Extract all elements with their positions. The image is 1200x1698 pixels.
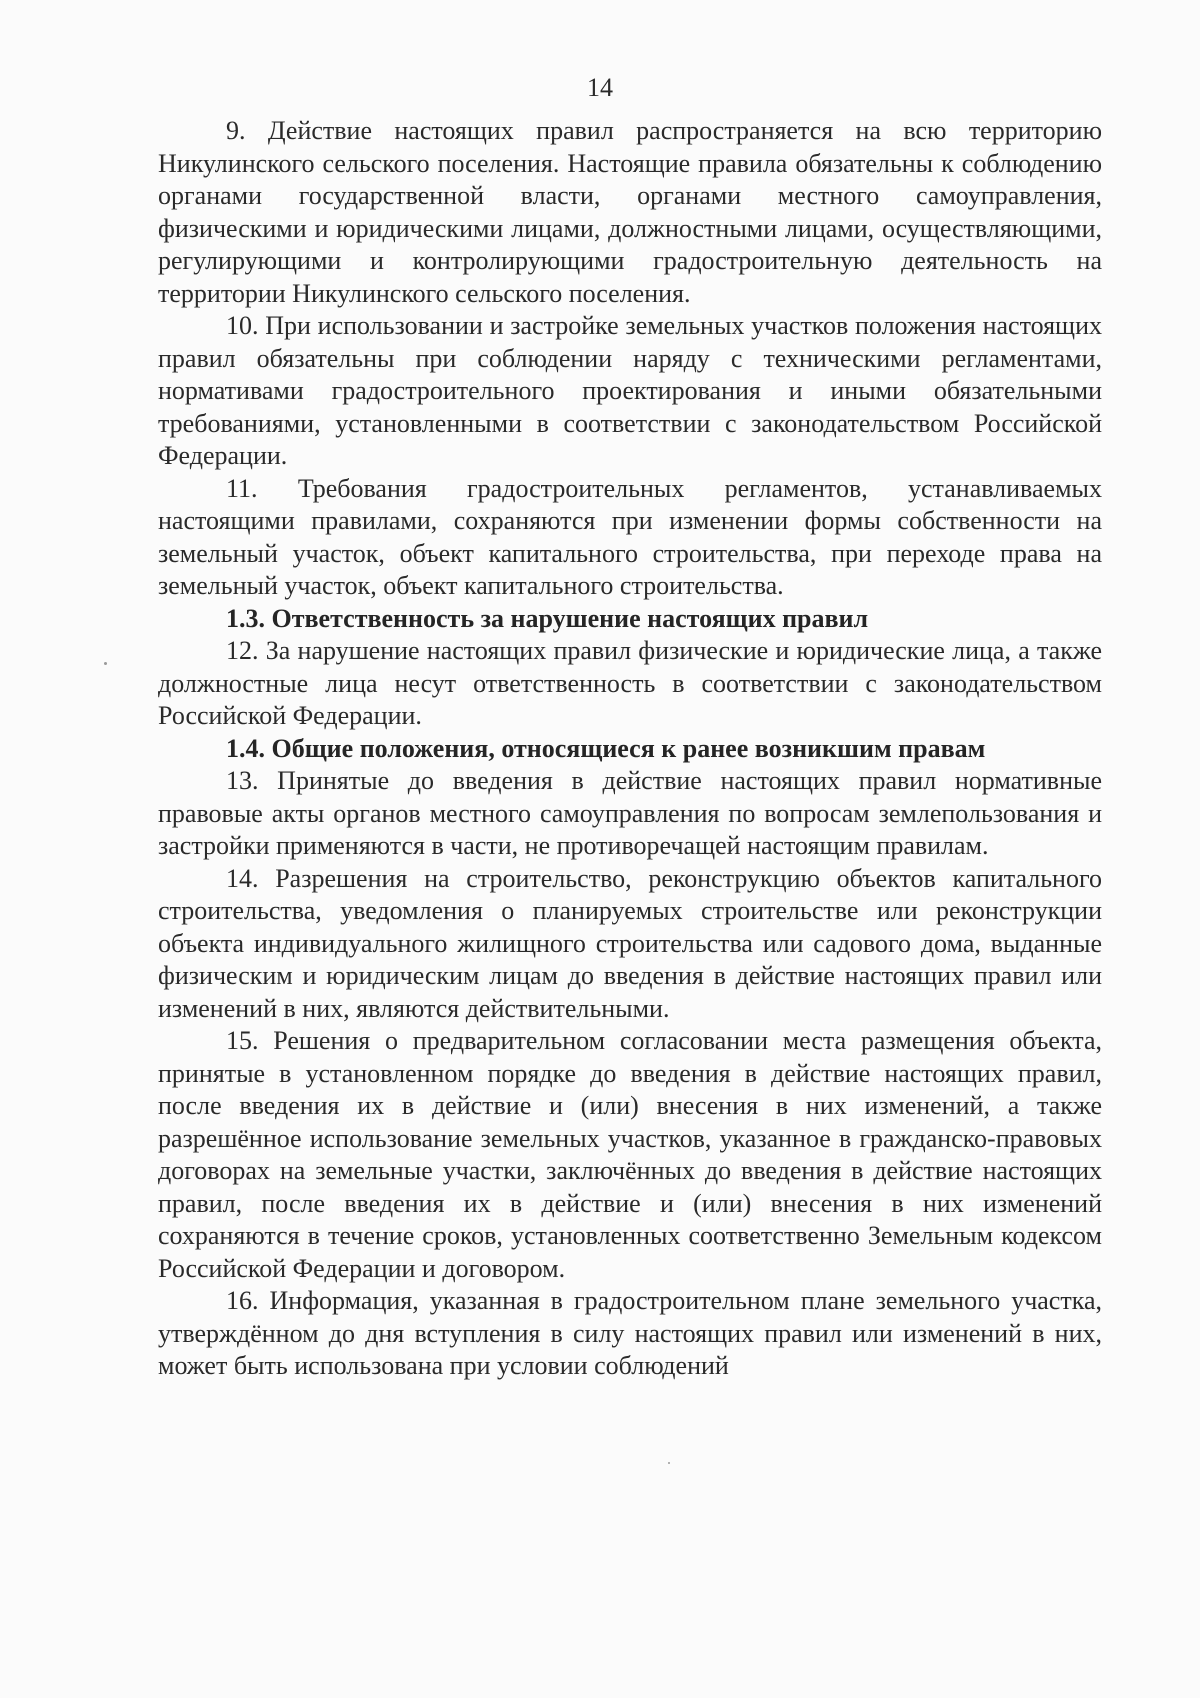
document-body (158, 115, 1102, 1383)
paragraph-14: 14. Разрешения на строительство, реконструкцию объектов капитального строительства, уведомления о планируемых строительстве или реконструкции объекта индивидуального жилищного строительства или садового дома, выданные физическим и юридическим лицам до введения в действие настоящих правил или изменений в них, являются действительными. (158, 863, 1102, 1023)
page-number: 14 (587, 73, 613, 102)
paragraph-15: 15. Решения о предварительном согласовании места размещения объекта, принятые в установленном порядке до введения в действие настоящих правил, после введения их в действие и (или) внесения в них изменений, а также разрешённое использование земельных участков, указанное в гражданско-правовых договорах на земельные участки, заключённых до введения в действие настоящих правил, после введения их в действие и (или) внесения в них изменений сохраняются в течение сроков, установленных соответственно Земельным кодексом Российской Федерации и договором. (158, 1026, 1102, 1283)
scan-speck-bottom (668, 1462, 670, 1464)
section-heading-1-3: 1.3. Ответственность за нарушение настоящих правил (226, 603, 869, 633)
paragraph-12: 12. За нарушение настоящих правил физические и юридические лица, а также должностные лица несут ответственность в соответствии с законодательством Российской Федерации. (158, 636, 1102, 730)
paragraph-11: 11. Требования градостроительных регламентов, устанавливаемых настоящими правилами, сохраняются при изменении формы собственности на земельный участок, объект капитального строительства, при переходе права на земельный участок, объект капитального строительства. (158, 473, 1102, 600)
paragraph-16: 16. Информация, указанная в градостроительном плане земельного участка, утверждённом до дня вступления в силу настоящих правил или изменений в них, может быть использована при условии соблюдений (158, 1286, 1102, 1380)
scan-speck-left (104, 662, 107, 665)
paragraph-9: 9. Действие настоящих правил распространяется на всю территорию Никулинского сельского поселения. Настоящие правила обязательны к соблюдению органами государственной власти, органами местного самоуправления, физическими и юридическими лицами, должностными лицами, осуществляющими, регулирующими и контролирующими градостроительную деятельность на территории Никулинского сельского поселения. (158, 116, 1102, 308)
paragraph-13: 13. Принятые до введения в действие настоящих правил нормативные правовые акты органов местного самоуправления по вопросам землепользования и застройки применяются в части, не противоречащей настоящим правилам. (158, 766, 1102, 860)
section-heading-1-4: 1.4. Общие положения, относящиеся к ранее возникшим правам (226, 733, 986, 763)
paragraph-10: 10. При использовании и застройке земельных участков положения настоящих правил обязательны при соблюдении наряду с техническими регламентами, нормативами градостроительного проектирования и иными обязательными требованиями, установленными в соответствии с законодательством Российской Федерации. (158, 311, 1102, 470)
